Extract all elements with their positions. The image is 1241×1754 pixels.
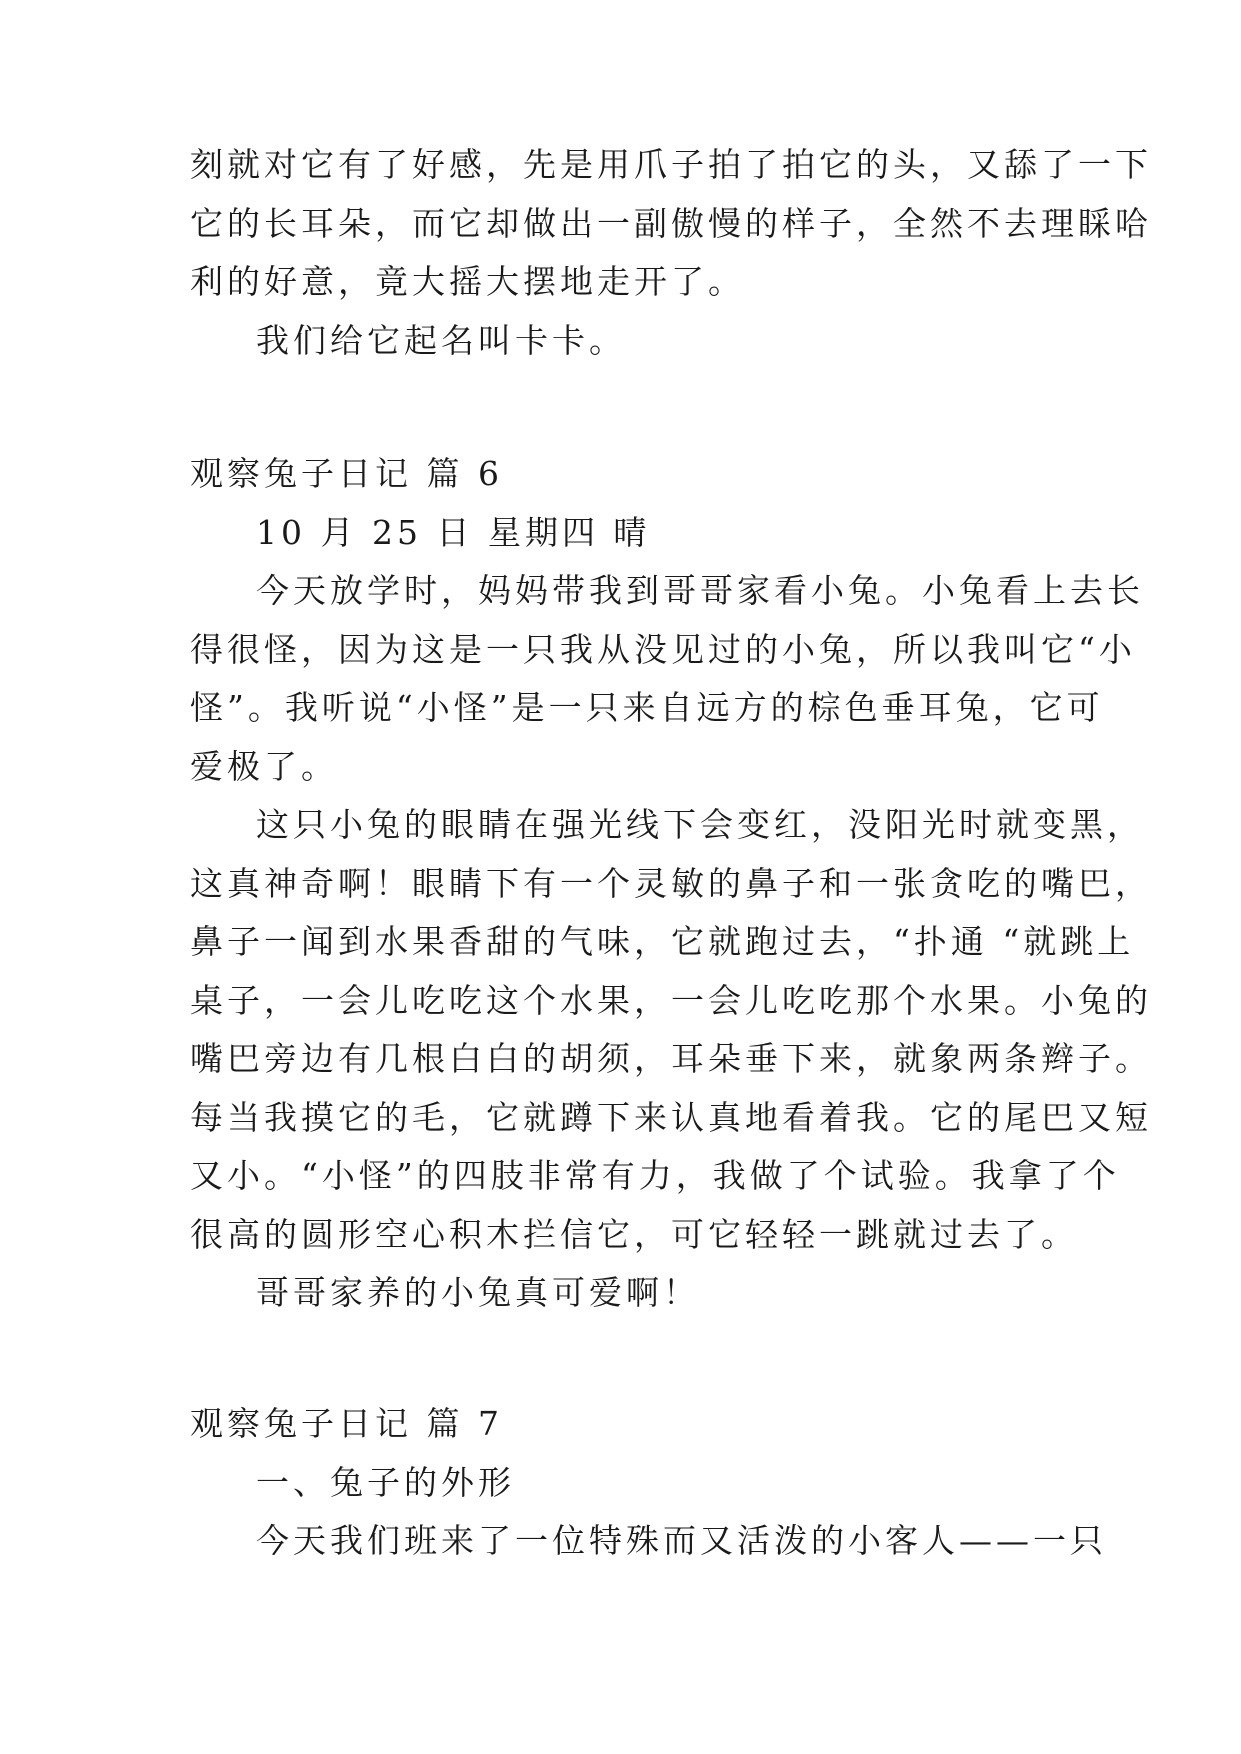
section-heading: 观察兔子日记 篇 6 [190, 454, 503, 493]
diary-date: 10 月 25 日 星期四 晴 [256, 513, 651, 552]
text-line: 又小。“小怪”的四肢非常有力，我做了个试验。我拿了个 [190, 1156, 1120, 1195]
text-line: 今天放学时，妈妈带我到哥哥家看小兔。小兔看上去长 [256, 571, 1144, 610]
text-line: 利的好意，竟大摇大摆地走开了。 [190, 262, 745, 301]
paragraph-closing: 我们给它起名叫卡卡。 [256, 321, 626, 360]
text-line: 今天我们班来了一位特殊而又活泼的小客人——一只 [256, 1521, 1107, 1560]
text-line: 每当我摸它的毛，它就蹲下来认真地看着我。它的尾巴又短 [190, 1098, 1152, 1137]
text-line: 嘴巴旁边有几根白白的胡须，耳朵垂下来，就象两条辫子。 [190, 1039, 1152, 1078]
text-line: 怪”。我听说“小怪”是一只来自远方的棕色垂耳兔，它可 [190, 688, 1104, 727]
text-line: 这真神奇啊！眼睛下有一个灵敏的鼻子和一张贪吃的嘴巴， [190, 864, 1152, 903]
text-line: 鼻子一闻到水果香甜的气味，它就跑过去，“扑通 “就跳上 [190, 922, 1135, 961]
text-line: 得很怪，因为这是一只我从没见过的小兔，所以我叫它“小 [190, 630, 1136, 669]
section-heading: 观察兔子日记 篇 7 [190, 1404, 503, 1443]
paragraph-closing: 哥哥家养的小兔真可爱啊！ [256, 1273, 700, 1312]
text-line: 桌子，一会儿吃吃这个水果，一会儿吃吃那个水果。小兔的 [190, 981, 1152, 1020]
subheading: 一、兔子的外形 [256, 1463, 515, 1502]
text-line: 爱极了。 [190, 747, 338, 786]
text-line: 刻就对它有了好感，先是用爪子拍了拍它的头，又舔了一下 [190, 145, 1152, 184]
text-line: 它的长耳朵，而它却做出一副傲慢的样子，全然不去理睬哈 [190, 204, 1152, 243]
text-line: 很高的圆形空心积木拦信它，可它轻轻一跳就过去了。 [190, 1215, 1078, 1254]
text-line: 这只小兔的眼睛在强光线下会变红，没阳光时就变黑， [256, 805, 1144, 844]
